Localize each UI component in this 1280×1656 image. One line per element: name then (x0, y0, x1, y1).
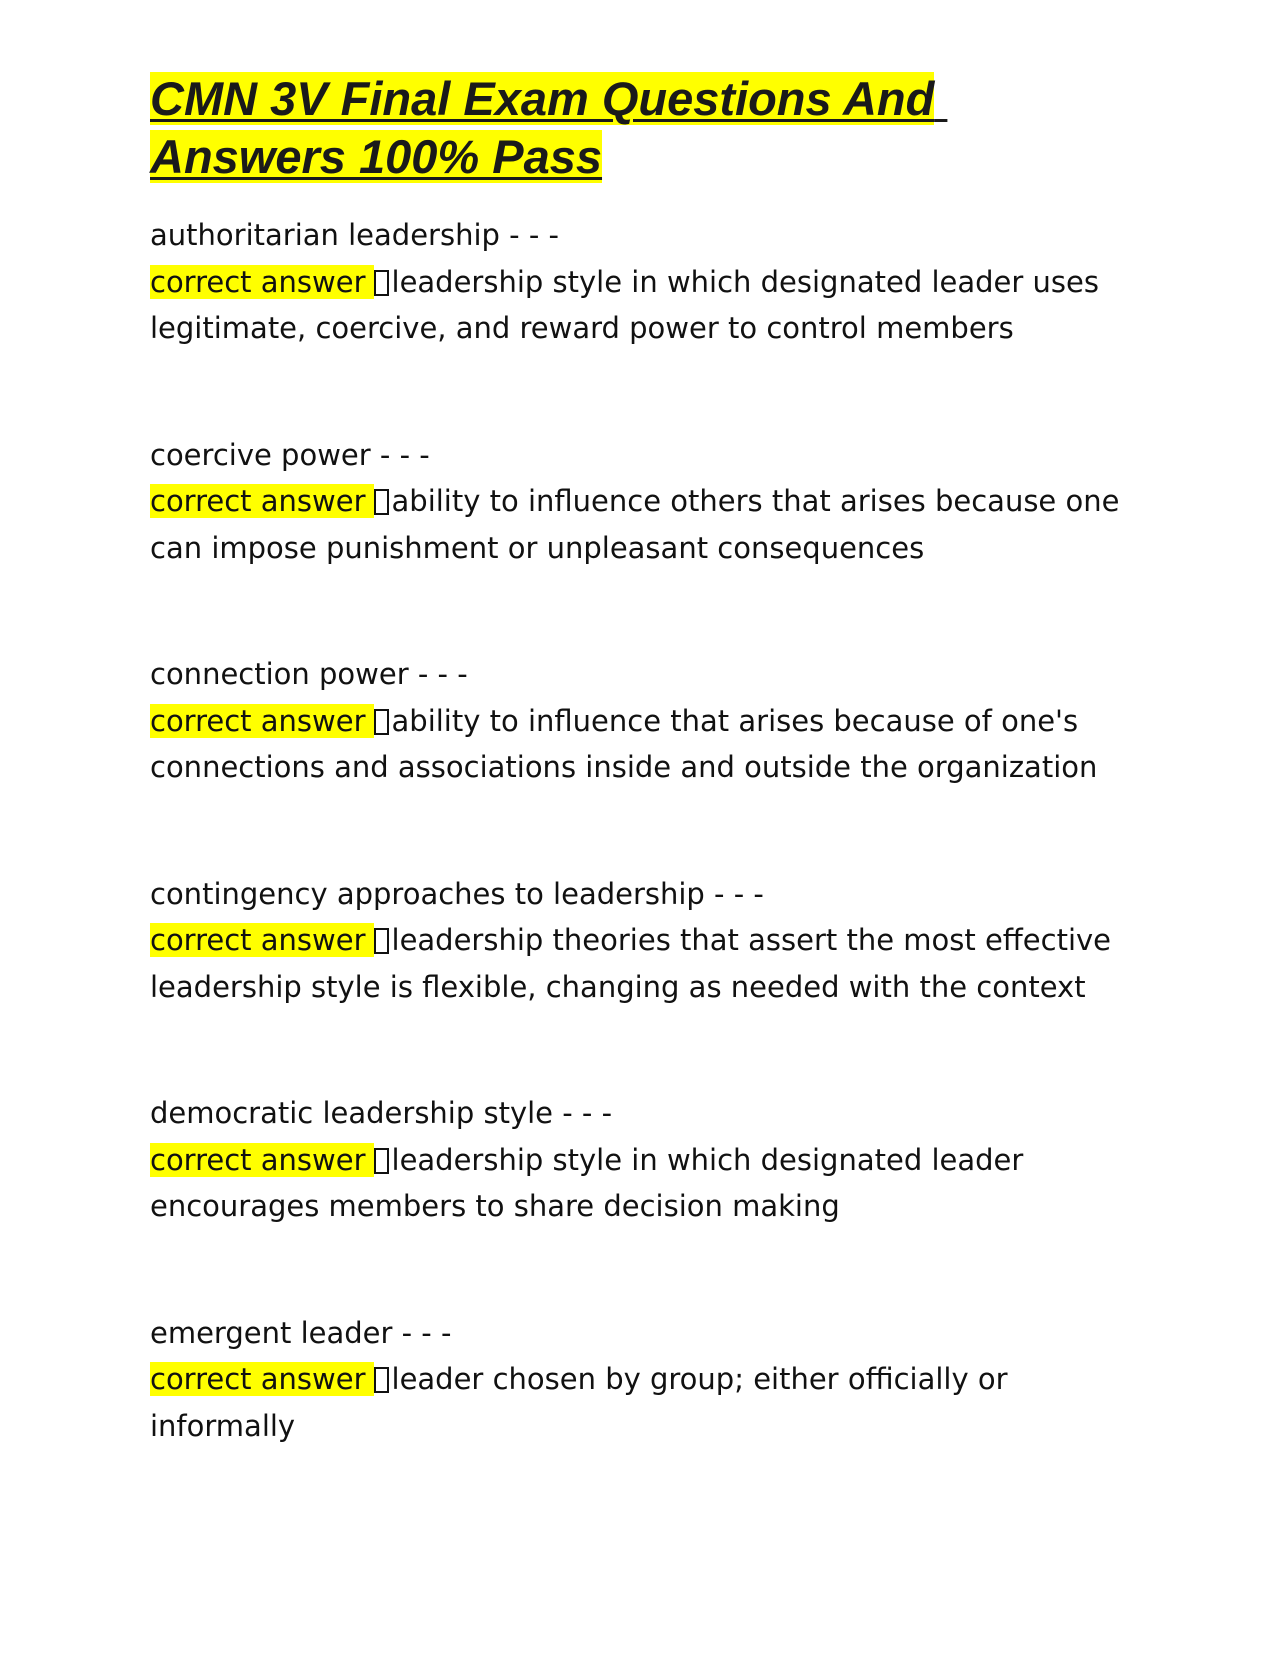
document-title (150, 70, 1130, 186)
entry-definition-text: ability to influence others that arises because one can impose punishment or unpleasant consequences (150, 484, 1120, 565)
entry-definition (150, 917, 1130, 1010)
title-line-1: CMN 3V Final Exam Questions And (150, 72, 935, 125)
entry-definition (150, 478, 1130, 571)
entry-definition (150, 1356, 1130, 1449)
list-item (150, 1310, 1130, 1450)
answer-label: correct answer (150, 484, 374, 518)
entry-term: emergent leader - - - (150, 1315, 452, 1350)
box-glyph-icon (374, 1148, 389, 1174)
entry-definition (150, 1137, 1130, 1230)
box-glyph-icon (374, 1367, 389, 1393)
box-glyph-icon (374, 928, 389, 954)
list-item (150, 1090, 1130, 1230)
document-page (150, 70, 1130, 1529)
answer-label: correct answer (150, 1143, 374, 1177)
entry-definition-text: ability to influence that arises because of one's connections and associations inside and outside the organization (150, 703, 1098, 784)
list-item (150, 212, 1130, 352)
entry-definition (150, 259, 1130, 352)
entry-term: contingency approaches to leadership - - - (150, 876, 764, 911)
entry-term: authoritarian leadership - - - (150, 218, 559, 252)
list-item (150, 651, 1130, 791)
answer-label: correct answer (150, 704, 374, 738)
list-item (150, 432, 1130, 572)
box-glyph-icon (374, 270, 389, 296)
entry-list (150, 212, 1130, 1449)
list-item (150, 871, 1130, 1011)
box-glyph-icon (374, 489, 389, 515)
box-glyph-icon (374, 709, 389, 735)
entry-definition-text: leadership theories that assert the most effective leadership style is flexible, changing as needed with the context (150, 923, 1112, 1004)
title-line-2: Answers 100% Pass (150, 130, 603, 183)
entry-definition-text: leadership style in which designated leader uses legitimate, coercive, and reward power to control members (150, 264, 1099, 345)
entry-definition-text: leader chosen by group; either officially or informally (150, 1362, 1008, 1443)
entry-definition-text: leadership style in which designated leader encourages members to share decision making (150, 1142, 1024, 1223)
answer-label: correct answer (150, 923, 374, 957)
answer-label: correct answer (150, 265, 374, 299)
entry-term: coercive power - - - (150, 437, 430, 472)
entry-term: democratic leadership style - - - (150, 1096, 613, 1130)
entry-term: connection power - - - (150, 657, 468, 691)
answer-label: correct answer (150, 1362, 374, 1396)
entry-definition (150, 698, 1130, 791)
